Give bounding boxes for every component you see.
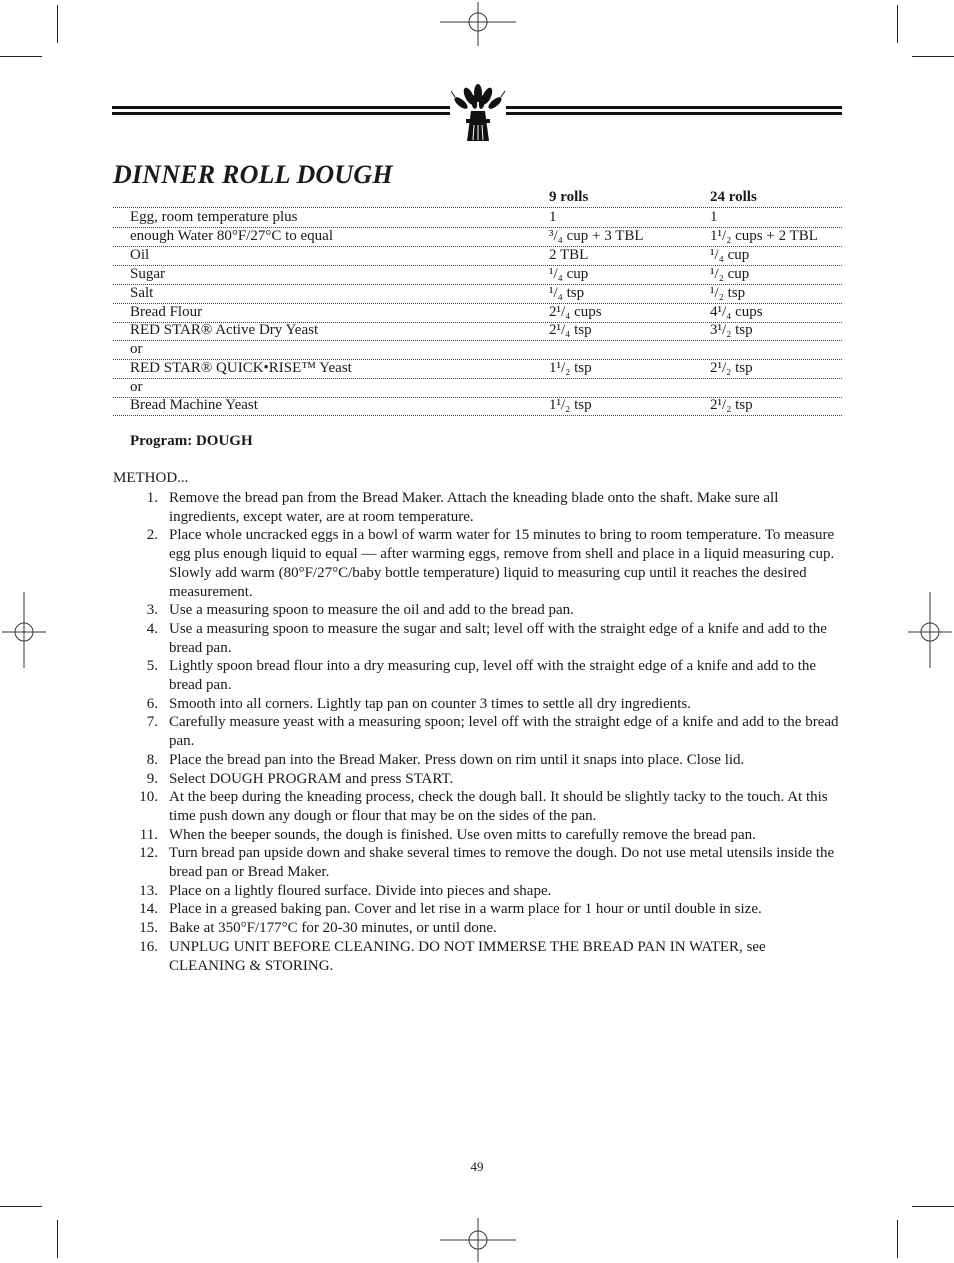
step-number: 5. xyxy=(146,658,158,675)
quantity-9-rolls: ¹/₄ cup xyxy=(549,266,589,282)
quantity-9-rolls: 1 xyxy=(549,209,557,225)
ingredient-name: RED STAR® Active Dry Yeast xyxy=(130,322,319,338)
crop-mark xyxy=(912,56,954,57)
step-number: 9. xyxy=(146,770,158,787)
ingredient-name: Bread Machine Yeast xyxy=(130,397,258,413)
step-text: When the beeper sounds, the dough is finished. Use oven mitts to carefully remove the bread pan. xyxy=(169,826,756,843)
quantity-9-rolls: 1¹/₂ tsp xyxy=(549,397,592,413)
quantity-24-rolls: ¹/₂ tsp xyxy=(710,285,746,301)
quantity-24-rolls: 1¹/₂ cups + 2 TBL xyxy=(710,228,818,244)
quantity-9-rolls: 2¹/₄ cups xyxy=(549,304,602,320)
registration-mark-icon xyxy=(440,1218,516,1262)
ingredient-name: Salt xyxy=(130,285,154,301)
ingredient-name: or xyxy=(130,379,143,395)
list-item xyxy=(113,844,839,881)
quantity-24-rolls: ¹/₂ cup xyxy=(710,266,750,282)
step-number: 2. xyxy=(146,527,158,544)
step-number: 12. xyxy=(139,845,158,862)
ingredient-name: Egg, room temperature plus xyxy=(130,209,298,225)
step-number: 11. xyxy=(139,826,158,843)
crop-mark xyxy=(912,1206,954,1207)
step-text: Place in a greased baking pan. Cover and let rise in a warm place for 1 hour or until double in size. xyxy=(169,901,762,918)
ingredient-name: Sugar xyxy=(130,266,165,282)
step-number: 10. xyxy=(139,789,158,806)
step-text: Smooth into all corners. Lightly tap pan on counter 3 times to settle all dry ingredients. xyxy=(169,695,691,712)
registration-mark-icon xyxy=(440,2,516,46)
quantity-24-rolls: ¹/₄ cup xyxy=(710,247,750,263)
quantity-24-rolls: 1 xyxy=(710,209,718,225)
list-item xyxy=(113,620,839,657)
table-row xyxy=(113,265,842,285)
table-row xyxy=(113,227,842,247)
list-item xyxy=(113,919,839,938)
step-text: Place the bread pan into the Bread Maker. Press down on rim until it snaps into place. Close lid. xyxy=(169,751,745,768)
quantity-9-rolls: ¹/₄ tsp xyxy=(549,285,585,301)
crop-mark xyxy=(57,5,58,43)
step-number: 16. xyxy=(139,938,158,955)
step-number: 4. xyxy=(146,620,158,637)
table-row xyxy=(113,359,842,379)
step-number: 3. xyxy=(146,602,158,619)
step-number: 1. xyxy=(146,490,158,506)
table-row xyxy=(113,303,842,323)
step-text: Place whole uncracked eggs in a bowl of warm water for 15 minutes to bring to room temperature. To measure egg plus enough liquid to equal — after warming eggs, remove from shell and place in a liquid measuring cup. Slowly add warm (80°F/27°C/baby bottle temperature) liquid to measuring cup until it reaches the desired measurement. xyxy=(169,527,835,600)
ingredient-name: Oil xyxy=(130,247,150,263)
quantity-24-rolls: 2¹/₂ tsp xyxy=(710,360,753,376)
step-text: At the beep during the kneading process, check the dough ball. It should be slightly tacky to the touch. At this time push down any dough or flour that may be on the sides of the pan. xyxy=(169,789,828,824)
step-text: UNPLUG UNIT BEFORE CLEANING. DO NOT IMMERSE THE BREAD PAN IN WATER, see CLEANING & STORING. xyxy=(169,938,766,974)
column-header-9-rolls: 9 rolls xyxy=(549,189,589,205)
step-text: Place on a lightly floured surface. Divide into pieces and shape. xyxy=(169,882,552,899)
list-item xyxy=(113,695,839,714)
list-item xyxy=(113,601,839,620)
list-item xyxy=(113,900,839,919)
step-number: 14. xyxy=(139,901,158,918)
step-number: 13. xyxy=(139,882,158,899)
step-number: 6. xyxy=(146,695,158,712)
list-item xyxy=(113,938,839,975)
step-text: Remove the bread pan from the Bread Maker. Attach the kneading blade onto the shaft. Make sure all ingredients, except water, are at room temperature. xyxy=(169,490,779,525)
list-item xyxy=(113,657,839,694)
crop-mark xyxy=(897,1220,898,1258)
step-text: Carefully measure yeast with a measuring spoon; level off with the straight edge of a knife and add to the bread pan. xyxy=(169,714,839,750)
ingredient-name: enough Water 80°F/27°C to equal xyxy=(130,228,333,244)
list-item xyxy=(113,770,839,789)
column-header-24-rolls: 24 rolls xyxy=(710,189,757,205)
table-row xyxy=(113,396,842,416)
ingredient-name: Bread Flour xyxy=(130,304,203,320)
table-row xyxy=(113,284,842,304)
ingredient-name: or xyxy=(130,341,143,357)
step-number: 8. xyxy=(146,751,158,768)
crop-mark xyxy=(57,1220,58,1258)
crop-mark xyxy=(897,5,898,43)
list-item xyxy=(113,751,839,770)
step-number: 7. xyxy=(146,714,158,731)
quantity-9-rolls: 2 TBL xyxy=(549,247,589,263)
wheat-sheaf-icon xyxy=(449,83,507,145)
table-row xyxy=(113,321,842,341)
step-text: Use a measuring spoon to measure the oil and add to the bread pan. xyxy=(169,602,574,619)
table-row xyxy=(113,340,842,360)
quantity-9-rolls: 1¹/₂ tsp xyxy=(549,360,592,376)
list-item xyxy=(113,526,839,601)
registration-mark-icon xyxy=(908,592,952,668)
step-text: Lightly spoon bread flour into a dry measuring cup, level off with the straight edge of a knife and add to the bread pan. xyxy=(169,658,817,694)
registration-mark-icon xyxy=(2,592,46,668)
step-text: Bake at 350°F/177°C for 20-30 minutes, or until done. xyxy=(169,920,497,937)
list-item xyxy=(113,713,839,750)
list-item xyxy=(113,826,839,845)
ingredient-name: RED STAR® QUICK•RISE™ Yeast xyxy=(130,360,352,376)
step-text: Select DOUGH PROGRAM and press START. xyxy=(169,770,454,787)
page-number: 49 xyxy=(470,1159,484,1174)
quantity-24-rolls: 4¹/₄ cups xyxy=(710,304,763,320)
table-row xyxy=(113,246,842,266)
list-item xyxy=(113,882,839,901)
program-label: Program: DOUGH xyxy=(130,433,253,449)
quantity-9-rolls: ³/₄ cup + 3 TBL xyxy=(549,228,644,244)
table-row xyxy=(113,378,842,398)
recipe-title: DINNER ROLL DOUGH xyxy=(113,160,393,189)
step-text: Use a measuring spoon to measure the sugar and salt; level off with the straight edge of a knife and add to the bread pan. xyxy=(169,620,827,656)
quantity-9-rolls: 2¹/₄ tsp xyxy=(549,322,592,338)
crop-mark xyxy=(0,1206,42,1207)
quantity-24-rolls: 3¹/₂ tsp xyxy=(710,322,753,338)
list-item xyxy=(113,788,839,825)
step-text: Turn bread pan upside down and shake several times to remove the dough. Do not use metal utensils inside the bread pan or Bread Maker. xyxy=(169,845,835,881)
table-row xyxy=(113,208,842,228)
list-item xyxy=(113,489,839,526)
method-steps xyxy=(113,489,839,975)
quantity-24-rolls: 2¹/₂ tsp xyxy=(710,397,753,413)
crop-mark xyxy=(0,56,42,57)
step-number: 15. xyxy=(139,920,158,937)
method-label: METHOD... xyxy=(113,470,189,486)
